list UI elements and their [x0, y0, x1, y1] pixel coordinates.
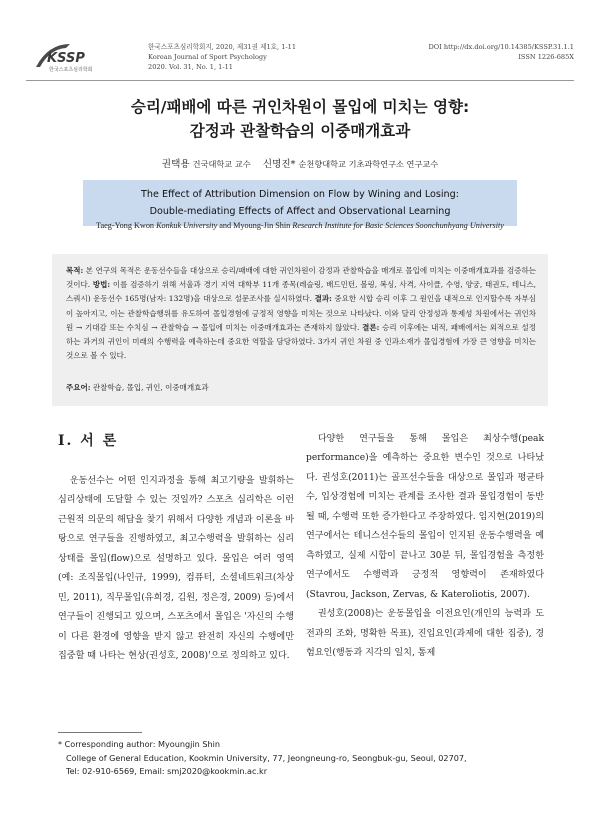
authors-and: and	[219, 221, 232, 230]
english-title	[83, 186, 517, 220]
english-title-line2: Double-mediating Effects of Affect and Observational Learning	[149, 206, 451, 217]
section-title-introduction: Ⅰ. 서 론	[58, 433, 119, 449]
purpose-label: 목적:	[66, 266, 84, 275]
intro-paragraph-2: 다양한 연구들을 통해 몰입은 최상수행(peak performance)을 예측하는 중요한 변수인 것으로 나타났다. 권성호(2011)는 골프선수들을 대상으로 몰입과 평균타수, 입상경험에 미치는 관계를 조사한 결과 몰입경험이 동반될 때, 수행력 또한 증가한다고 주장하였다. 임지현(2019)의 연구에서는 테니스선수들의 몰입이 인지된 운동수행력을 예측하였고, 실제 시합이 끝나고 30분 뒤, 몰입경험을 측정한 연구에서도 수행력과 긍정적 영향력이 존재하였다(Stavrou, Jackson, Zervas, & Kateroliotis, 2007).	[306, 434, 544, 600]
journal-name-en: Korean Journal of Sport Psychology	[148, 53, 267, 61]
method-text: 이를 검증하기 위해 서울과 경기 지역 대학부 11개 종목(레슬링, 배드민턴, 볼링, 복싱, 사격, 사이클, 수영, 양궁, 태권도, 테니스, 스쿼시) 운동선수 165명(남자: 132명)을 대상으로 설문조사를 실시하였다.	[66, 280, 537, 304]
keywords	[66, 382, 209, 393]
author2-name-en: Myoung-Jin Shin	[233, 221, 291, 230]
english-title-line1: The Effect of Attribution Dimension on Flow by Wining and Losing:	[141, 189, 459, 200]
author2-affiliation-en: Research Institute for Basic Sciences Soonchunhyang University	[292, 221, 504, 230]
korean-title	[0, 95, 600, 143]
author2-name-ko: 신명진*	[262, 159, 296, 170]
english-title-box	[83, 180, 517, 226]
intro-paragraph-3: 권성호(2008)는 운동몰입을 이전요인(개인의 능력과 도전과의 조화, 명확한 목표), 진입요인(과제에 대한 집중), 경험요인(행동과 지각의 일치, 통제	[306, 609, 544, 658]
author1-name-ko: 권택용	[161, 159, 190, 170]
keywords-label: 주요어:	[66, 383, 91, 392]
conclusion-label: 결론:	[362, 322, 380, 332]
issn: ISSN 1226-685X	[518, 53, 574, 61]
logo-text: KSSP	[47, 51, 85, 66]
right-column	[306, 430, 544, 663]
method-label: 방법:	[92, 280, 111, 290]
korean-title-line2: 감정과 관찰학습의 이중매개효과	[189, 122, 411, 140]
left-column	[58, 430, 294, 667]
journal-name-ko: 한국스포츠심리학회지, 2020, 제31권 제1호, 1-11	[148, 43, 297, 51]
author2-affiliation-ko: 순천향대학교 기초과학연구소 연구교수	[298, 159, 439, 169]
footnote	[58, 738, 467, 779]
keywords-text: 관찰학습, 몰입, 귀인, 이중매개효과	[90, 383, 209, 392]
footnote-address: College of General Education, Kookmin University, 77, Jeongneung-ro, Seongbuk-gu, Seoul, 02707,	[66, 752, 467, 763]
author1-affiliation-en: Konkuk University	[156, 221, 218, 230]
author1-affiliation-ko: 건국대학교 교수	[192, 159, 251, 169]
journal-volume: 2020. Vol. 31, No. 1, 1-11	[148, 63, 233, 71]
result-text: 중요한 시합 승리 이후 그 원인을 내적으로 인지할수록 자부심이 높아지고, 이는 관찰학습행위를 유도하여 몰입경험에 긍정적 영향을 미치는 것으로 나타났다. 이와 달리 안정성과 통제성 차원에서는 귀인차원 → 기대감 또는 수치심 → 관찰학습 → 몰입에 미치는 이중매개효과는 존재하지 않았다.	[66, 294, 536, 332]
intro-paragraph-1: 운동선수는 어떤 인지과정을 통해 최고기량을 발휘하는 심리상태에 도달할 수 있는 것일까? 스포츠 심리학은 이런 근원적 의문의 해답을 찾기 위해서 다양한 개념과 이론을 바탕으로 연구들을 진행하였고, 최고수행력을 발휘하는 심리 상태를 몰입(flow)으로 설명하고 있다. 몰입은 여러 영역(예: 조직몰입(나인규, 1999), 컴퓨터, 소셜네트워크(차상민, 2011), 직무몰입(유희경, 김원, 정은경, 2009) 등)에서 연구들이 진행되고 있으며, 스포츠에서 몰입은 '자신의 수행이 다른 환경에 영향을 받지 않고 완전히 자신의 수행에만 집중할 때 나타는 현상(권성호, 2008)'으로 정의하고 있다.	[58, 476, 294, 662]
footnote-contact: Tel: 02-910-6569, Email: smj2020@kookmin.ac.kr	[66, 766, 268, 777]
header-divider	[26, 80, 574, 81]
purpose-text: 본 연구의 목적은 운동선수들을 대상으로 승리/패배에 대한 귀인차원이 감정과 관찰학습을 매개로 몰입에 미치는 이중매개효과를 검증하는 것이다.	[66, 266, 536, 290]
footnote-divider	[58, 732, 142, 733]
abstract-box	[52, 254, 548, 406]
kssp-logo	[32, 40, 118, 74]
doi-link[interactable]: DOI http://dx.doi.org/10.14385/KSSP.31.1.1	[428, 43, 574, 51]
korean-title-line1: 승리/패배에 따른 귀인차원이 몰입에 미치는 영향:	[130, 98, 470, 116]
logo-subtext: 한국스포츠심리학회	[49, 67, 93, 73]
journal-info	[148, 42, 296, 72]
english-authors	[0, 221, 600, 230]
page-header	[26, 38, 574, 78]
doi-info	[428, 42, 574, 62]
result-label: 결과:	[314, 294, 332, 304]
footnote-corresponding-author: * Corresponding author: Myoungjin Shin	[58, 739, 220, 749]
abstract-text	[66, 264, 536, 363]
conclusion-text: 승리 이후에는 내적, 패배에서는 외적으로 설정하는 과거의 귀인이 미래의 수행력을 예측하는데 중요한 역할을 담당하였다. 3가지 귀인 차원 중 인과소재가 몰입경험에 가장 큰 영향을 미치는 것으로 볼 수 있다.	[66, 322, 536, 361]
author1-name-en: Taeg-Yong Kwon	[96, 221, 155, 230]
korean-authors	[0, 156, 600, 170]
